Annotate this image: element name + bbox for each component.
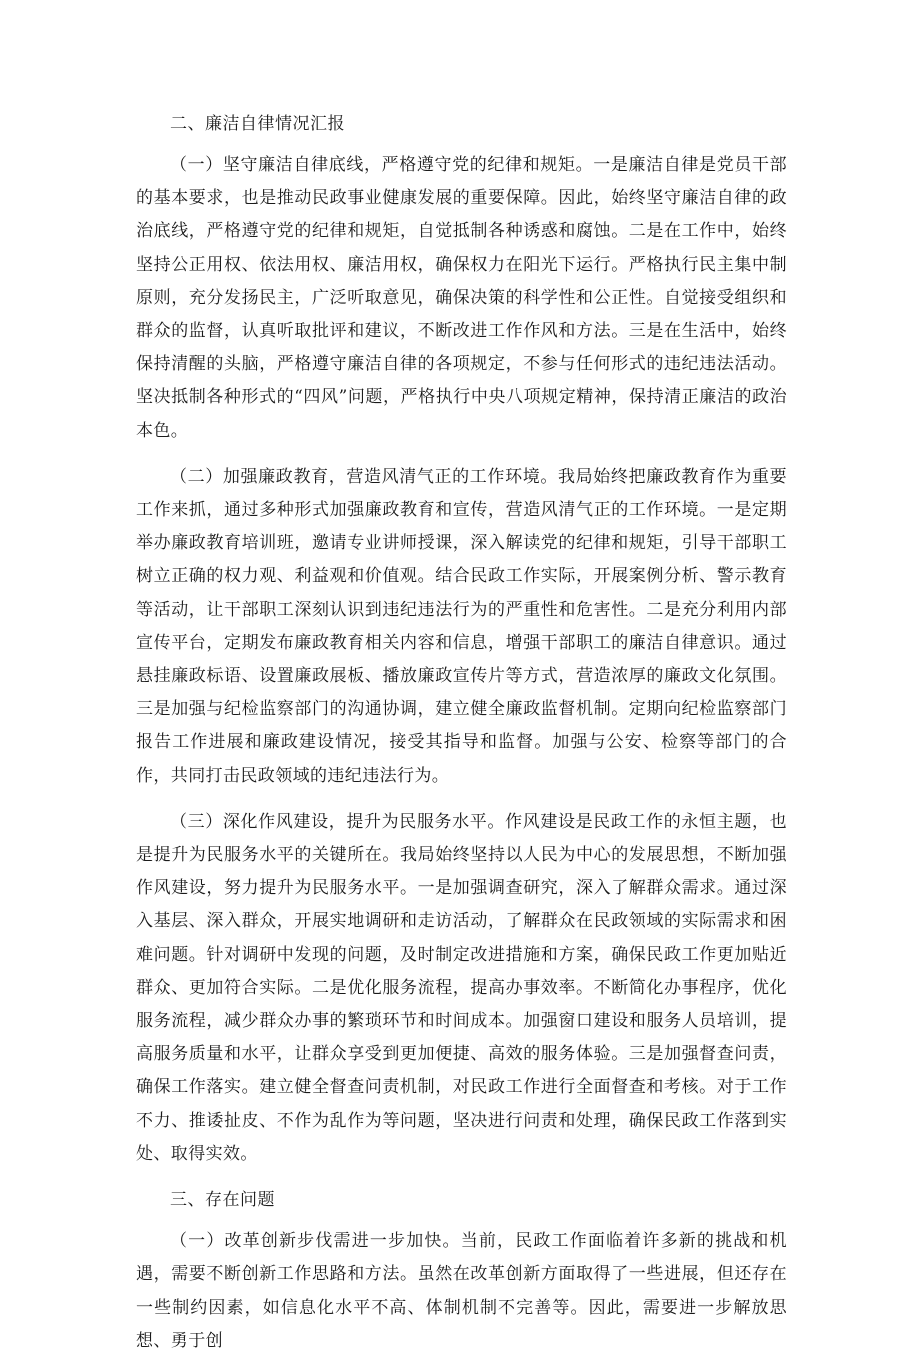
document-page <box>136 108 787 1358</box>
paragraph: （一）改革创新步伐需进一步加快。当前，民政工作面临着许多新的挑战和机遇，需要不断创新工作思路和方法。虽然在改革创新方面取得了一些进展，但还存在一些制约因素，如信息化水平不高、体制机制不完善等。因此，需要进一步解放思想、勇于创 <box>136 1231 787 1351</box>
paragraph: （一）坚守廉洁自律底线，严格遵守党的纪律和规矩。一是廉洁自律是党员干部的基本要求，也是推动民政事业健康发展的重要保障。因此，始终坚守廉洁自律的政治底线，严格遵守党的纪律和规矩，自觉抵制各种诱惑和腐蚀。二是在工作中，始终坚持公正用权、依法用权、廉洁用权，确保权力在阳光下运行。严格执行民主集中制原则，充分发扬民主，广泛听取意见，确保决策的科学性和公正性。自觉接受组织和群众的监督，认真听取批评和建议，不断改进工作作风和方法。三是在生活中，始终保持清醒的头脑，严格遵守廉洁自律的各项规定，不参与任何形式的违纪违法活动。坚决抵制各种形式的“四风”问题，严格执行中央八项规定精神，保持清正廉洁的政治本色。 <box>136 155 787 441</box>
section-heading: 三、存在问题 <box>170 1190 275 1211</box>
paragraph: （三）深化作风建设，提升为民服务水平。作风建设是民政工作的永恒主题，也是提升为民服务水平的关键所在。我局始终坚持以人民为中心的发展思想，不断加强作风建设，努力提升为民服务水平。一是加强调查研究，深入了解群众需求。通过深入基层、深入群众，开展实地调研和走访活动，了解群众在民政领域的实际需求和困难问题。针对调研中发现的问题，及时制定改进措施和方案，确保民政工作更加贴近群众、更加符合实际。二是优化服务流程，提高办事效率。不断简化办事程序，优化服务流程，减少群众办事的繁琐环节和时间成本。加强窗口建设和服务人员培训，提高服务质量和水平，让群众享受到更加便捷、高效的服务体验。三是加强督查问责，确保工作落实。建立健全督查问责机制，对民政工作进行全面督查和考核。对于工作不力、推诿扯皮、不作为乱作为等问题，坚决进行问责和处理，确保民政工作落到实处、取得实效。 <box>136 811 787 1164</box>
paragraph: （二）加强廉政教育，营造风清气正的工作环境。我局始终把廉政教育作为重要工作来抓，通过多种形式加强廉政教育和宣传，营造风清气正的工作环境。一是定期举办廉政教育培训班，邀请专业讲师授课，深入解读党的纪律和规矩，引导干部职工树立正确的权力观、利益观和价值观。结合民政工作实际，开展案例分析、警示教育等活动，让干部职工深刻认识到违纪违法行为的严重性和危害性。二是充分利用内部宣传平台，定期发布廉政教育相关内容和信息，增强干部职工的廉洁自律意识。通过悬挂廉政标语、设置廉政展板、播放廉政宣传片等方式，营造浓厚的廉政文化氛围。三是加强与纪检监察部门的沟通协调，建立健全廉政监督机制。定期向纪检监察部门报告工作进展和廉政建设情况，接受其指导和监督。加强与公安、检察等部门的合作，共同打击民政领域的违纪违法行为。 <box>136 466 787 786</box>
section-heading: 二、廉洁自律情况汇报 <box>170 114 345 134</box>
